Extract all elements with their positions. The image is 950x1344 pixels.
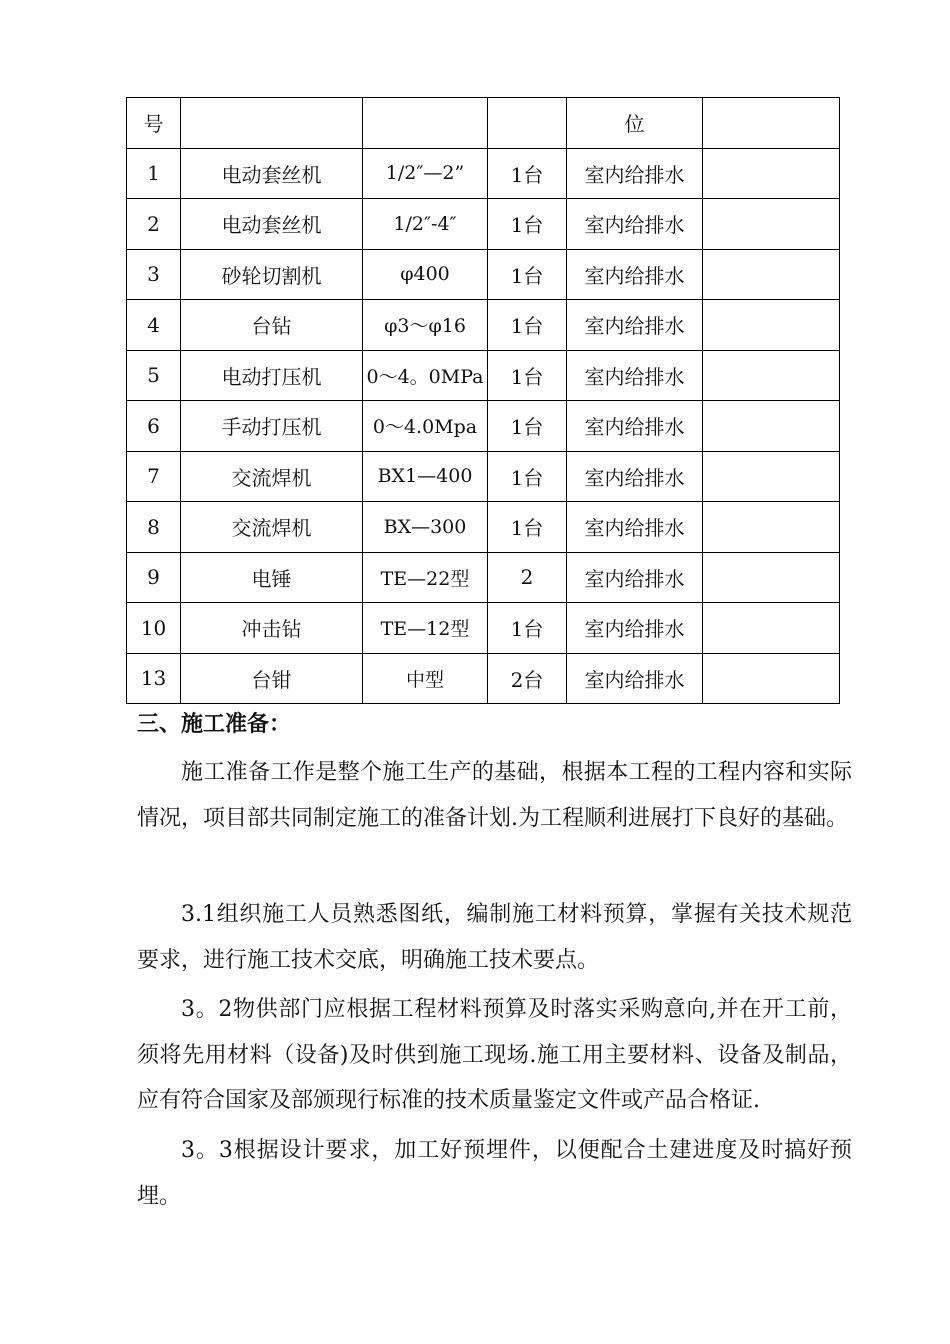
cell-number: 13 [127, 653, 181, 704]
cell-location: 室内给排水 [567, 603, 703, 654]
cell-number: 1 [127, 148, 181, 199]
cell-location: 室内给排水 [567, 300, 703, 351]
cell-remark [703, 300, 840, 351]
cell-quantity: 1台 [488, 502, 567, 553]
cell-name: 台钳 [181, 653, 363, 704]
cell-remark [703, 199, 840, 250]
cell-model: φ3～φ16 [363, 300, 488, 351]
cell-model: 0～4。0MPa [363, 350, 488, 401]
section-heading: 三、施工准备： [137, 711, 292, 737]
table-row [127, 148, 840, 199]
cell-model: φ400 [363, 249, 488, 300]
header-cell-location: 位 [567, 98, 703, 149]
table-row [127, 300, 840, 351]
table-row [127, 502, 840, 553]
table-row [127, 350, 840, 401]
cell-name: 电动套丝机 [181, 148, 363, 199]
cell-number: 10 [127, 603, 181, 654]
table-row [127, 199, 840, 250]
cell-remark [703, 653, 840, 704]
cell-quantity: 1台 [488, 350, 567, 401]
cell-number: 2 [127, 199, 181, 250]
cell-number: 4 [127, 300, 181, 351]
equipment-table [126, 97, 840, 704]
header-cell-remark [703, 98, 840, 149]
cell-remark [703, 603, 840, 654]
header-cell-quantity [488, 98, 567, 149]
cell-quantity: 1台 [488, 603, 567, 654]
cell-location: 室内给排水 [567, 350, 703, 401]
header-cell-number: 号 [127, 98, 181, 149]
cell-quantity: 1台 [488, 148, 567, 199]
cell-model: TE—22型 [363, 552, 488, 603]
cell-location: 室内给排水 [567, 401, 703, 452]
cell-remark [703, 148, 840, 199]
cell-remark [703, 502, 840, 553]
cell-model: 1/2″—2” [363, 148, 488, 199]
cell-name: 电动打压机 [181, 350, 363, 401]
cell-location: 室内给排水 [567, 502, 703, 553]
cell-number: 5 [127, 350, 181, 401]
table-row [127, 653, 840, 704]
cell-quantity: 1台 [488, 199, 567, 250]
cell-location: 室内给排水 [567, 199, 703, 250]
cell-number: 6 [127, 401, 181, 452]
paragraph-3-2: 3。2物供部门应根据工程材料预算及时落实采购意向,并在开工前，须将先用材料（设备)及时供到施工现场.施工用主要材料、设备及制品，应有符合国家及部颁现行标准的技术质量鉴定文件或产品合格证. [137, 997, 852, 1113]
cell-location: 室内给排水 [567, 552, 703, 603]
cell-location: 室内给排水 [567, 148, 703, 199]
header-cell-name [181, 98, 363, 149]
table-row [127, 603, 840, 654]
paragraph-3-3: 3。3根据设计要求，加工好预埋件，以便配合土建进度及时搞好预埋。 [137, 1138, 852, 1209]
cell-model: 1/2″-4″ [363, 199, 488, 250]
cell-remark [703, 451, 840, 502]
cell-name: 电动套丝机 [181, 199, 363, 250]
cell-remark [703, 350, 840, 401]
cell-quantity: 2 [488, 552, 567, 603]
table-row [127, 552, 840, 603]
cell-name: 手动打压机 [181, 401, 363, 452]
table-row [127, 249, 840, 300]
table-header-row [127, 98, 840, 149]
paragraph-intro: 施工准备工作是整个施工生产的基础，根据本工程的工程内容和实际情况，项目部共同制定施工的准备计划.为工程顺利进展打下良好的基础。 [137, 760, 852, 831]
cell-model: 0～4.0Mpa [363, 401, 488, 452]
cell-name: 砂轮切割机 [181, 249, 363, 300]
cell-quantity: 1台 [488, 249, 567, 300]
cell-name: 电锤 [181, 552, 363, 603]
cell-quantity: 1台 [488, 451, 567, 502]
cell-number: 9 [127, 552, 181, 603]
cell-remark [703, 552, 840, 603]
cell-model: TE—12型 [363, 603, 488, 654]
cell-remark [703, 401, 840, 452]
cell-remark [703, 249, 840, 300]
cell-quantity: 2台 [488, 653, 567, 704]
equipment-table-body [127, 98, 840, 704]
cell-model: BX1—400 [363, 451, 488, 502]
cell-name: 台钻 [181, 300, 363, 351]
cell-quantity: 1台 [488, 401, 567, 452]
cell-name: 冲击钻 [181, 603, 363, 654]
table-row [127, 401, 840, 452]
cell-location: 室内给排水 [567, 653, 703, 704]
cell-number: 3 [127, 249, 181, 300]
cell-model: 中型 [363, 653, 488, 704]
table-row [127, 451, 840, 502]
cell-location: 室内给排水 [567, 249, 703, 300]
cell-number: 8 [127, 502, 181, 553]
paragraph-3-1: 3.1组织施工人员熟悉图纸，编制施工材料预算，掌握有关技术规范要求，进行施工技术交底，明确施工技术要点。 [137, 902, 852, 973]
cell-name: 交流焊机 [181, 451, 363, 502]
cell-location: 室内给排水 [567, 451, 703, 502]
cell-number: 7 [127, 451, 181, 502]
header-cell-model [363, 98, 488, 149]
cell-model: BX—300 [363, 502, 488, 553]
cell-quantity: 1台 [488, 300, 567, 351]
cell-name: 交流焊机 [181, 502, 363, 553]
